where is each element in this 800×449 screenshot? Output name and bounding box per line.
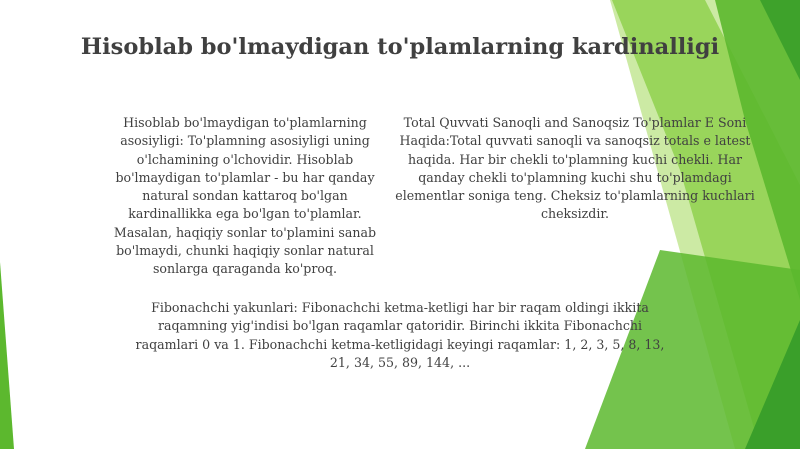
left-green-sliver [0,262,14,449]
paragraph-uncountable-sets: Hisoblab bo'lmaydigan to'plamlarning asosiyligi: To'plamning asosiyligi uning o'lchamining o'lchovidir. Hisoblab bo'lmaydigan to'plamlar - bu har qanday natural sondan kattaroq bo'lgan kardinallikka ega bo'lgan to'plamlar. Masalan, haqiqiy sonlar to'plamini sanab bo'lmaydi, chunki haqiqiy sonlar natural sonlarga qaraganda ko'proq. [113,115,377,277]
paragraph-fibonacci: Fibonachchi yakunlari: Fibonachchi ketma-ketligi har bir raqam oldingi ikkita raqamning yig'indisi bo'lgan raqamlar qatoridir. Birinchi ikkita Fibonachchi raqamlari 0 va 1. Fibonachchi ketma-ketligidagi keyingi raqamlar: 1, 2, 3, 5, 8, 13, 21, 34, 55, 89, 144, ... [135,300,665,370]
slide-title: Hisoblab bo'lmaydigan to'plamlarning kardinalligi [80,34,720,60]
paragraph-set-cardinality: Total Quvvati Sanoqli and Sanoqsiz To'plamlar E Soni Haqida:Total quvvati sanoqli va sanoqsiz totals e latest haqida. Har bir chekli to'plamning kuchi chekli. Har qanday chekli to'plamning kuchi shu to'plamdagi elementlar soniga teng. Cheksiz to'plamlarning kuchlari cheksizdir. [395,115,755,222]
